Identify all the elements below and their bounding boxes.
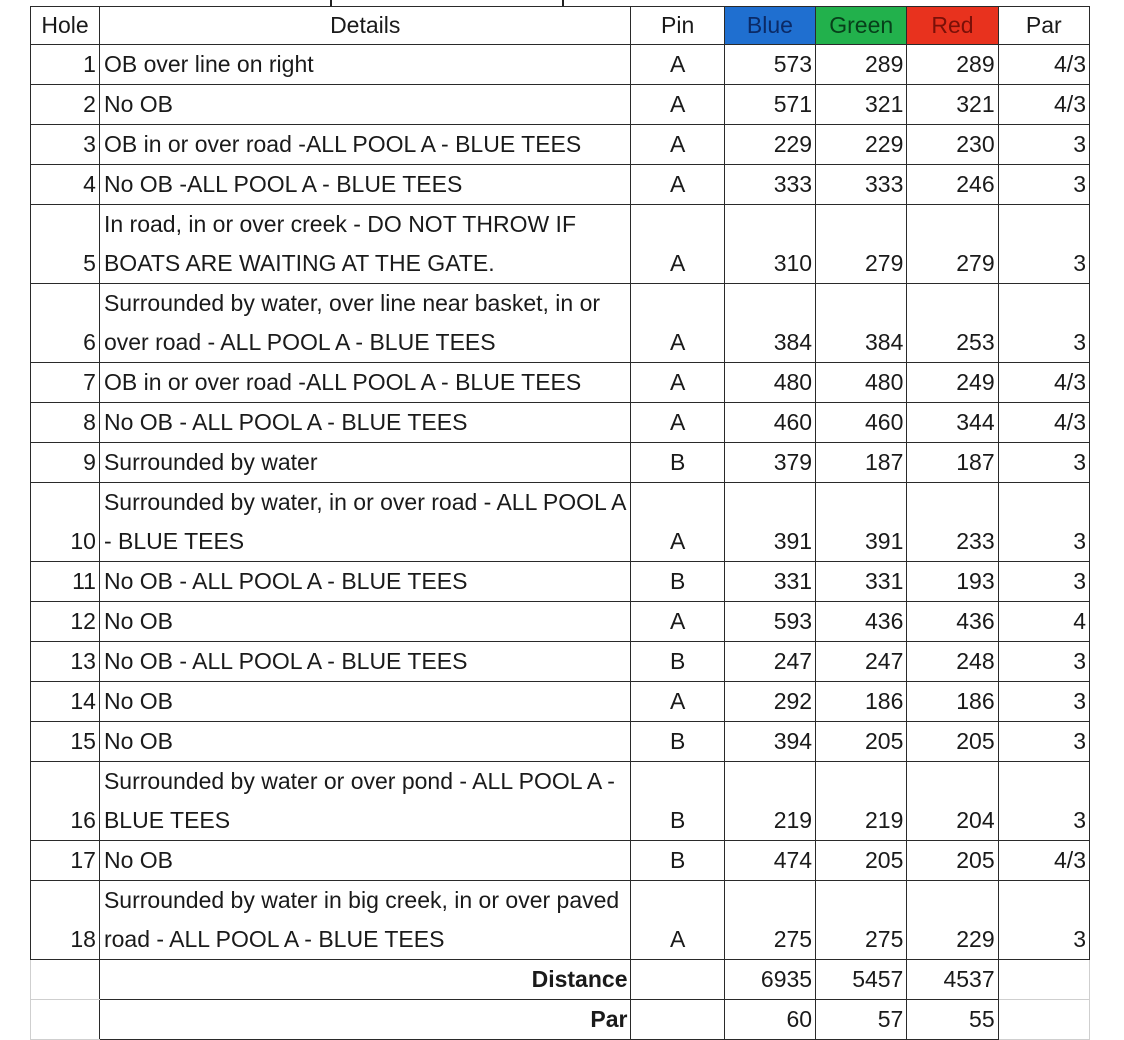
hole-cell: 2 (31, 85, 100, 125)
red-distance-cell: 193 (907, 562, 998, 602)
totals-row (31, 960, 1090, 1000)
details-cell: No OB - ALL POOL A - BLUE TEES (99, 642, 631, 682)
pin-cell: A (631, 602, 724, 642)
green-distance-cell: 279 (816, 205, 907, 284)
pin-cell: A (631, 363, 724, 403)
par-cell: 3 (998, 125, 1089, 165)
blue-total-cell: 6935 (724, 960, 815, 1000)
table-row (31, 602, 1090, 642)
red-distance-cell: 187 (907, 443, 998, 483)
details-cell: No OB -ALL POOL A - BLUE TEES (99, 165, 631, 205)
table-row (31, 881, 1090, 960)
empty-cell (998, 960, 1089, 1000)
hole-cell: 9 (31, 443, 100, 483)
blue-distance-cell: 292 (724, 682, 815, 722)
hole-cell: 3 (31, 125, 100, 165)
blue-distance-cell: 310 (724, 205, 815, 284)
par-cell: 3 (998, 881, 1089, 960)
details-cell: OB in or over road -ALL POOL A - BLUE TEES (99, 125, 631, 165)
par-cell: 3 (998, 443, 1089, 483)
hole-cell: 13 (31, 642, 100, 682)
blue-distance-cell: 331 (724, 562, 815, 602)
hole-cell: 7 (31, 363, 100, 403)
table-row (31, 85, 1090, 125)
table-row (31, 562, 1090, 602)
table-row (31, 443, 1090, 483)
details-cell: No OB (99, 85, 631, 125)
red-distance-cell: 233 (907, 483, 998, 562)
table-row (31, 165, 1090, 205)
red-distance-cell: 205 (907, 722, 998, 762)
blue-distance-cell: 247 (724, 642, 815, 682)
green-distance-cell: 321 (816, 85, 907, 125)
pin-cell: A (631, 85, 724, 125)
header-pin: Pin (631, 7, 724, 45)
red-total-cell: 55 (907, 1000, 998, 1040)
pin-cell: A (631, 483, 724, 562)
green-distance-cell: 391 (816, 483, 907, 562)
par-cell: 4/3 (998, 85, 1089, 125)
header-green: Green (816, 7, 907, 45)
par-cell: 4/3 (998, 45, 1089, 85)
blue-total-cell: 60 (724, 1000, 815, 1040)
green-distance-cell: 186 (816, 682, 907, 722)
course-table (30, 6, 1090, 1040)
pin-cell: A (631, 881, 724, 960)
details-cell: OB in or over road -ALL POOL A - BLUE TEES (99, 363, 631, 403)
table-row (31, 125, 1090, 165)
blue-distance-cell: 480 (724, 363, 815, 403)
blue-distance-cell: 460 (724, 403, 815, 443)
green-total-cell: 5457 (816, 960, 907, 1000)
details-cell: Surrounded by water, in or over road - ALL POOL A - BLUE TEES (99, 483, 631, 562)
green-distance-cell: 205 (816, 841, 907, 881)
blue-distance-cell: 571 (724, 85, 815, 125)
par-cell: 3 (998, 562, 1089, 602)
hole-cell: 5 (31, 205, 100, 284)
header-hole: Hole (31, 7, 100, 45)
details-cell: No OB - ALL POOL A - BLUE TEES (99, 562, 631, 602)
table-row (31, 642, 1090, 682)
pin-cell: A (631, 165, 724, 205)
green-distance-cell: 219 (816, 762, 907, 841)
totals-label: Distance (99, 960, 631, 1000)
pin-cell: B (631, 642, 724, 682)
pin-cell: B (631, 762, 724, 841)
par-cell: 3 (998, 762, 1089, 841)
table-row (31, 45, 1090, 85)
par-cell: 3 (998, 483, 1089, 562)
red-distance-cell: 229 (907, 881, 998, 960)
hole-cell: 12 (31, 602, 100, 642)
hole-cell: 10 (31, 483, 100, 562)
empty-cell (631, 1000, 724, 1040)
par-cell: 3 (998, 722, 1089, 762)
table-row (31, 722, 1090, 762)
pin-cell: A (631, 205, 724, 284)
hole-cell: 1 (31, 45, 100, 85)
red-distance-cell: 230 (907, 125, 998, 165)
details-cell: No OB (99, 841, 631, 881)
par-cell: 3 (998, 284, 1089, 363)
green-distance-cell: 331 (816, 562, 907, 602)
green-total-cell: 57 (816, 1000, 907, 1040)
details-cell: Surrounded by water in big creek, in or over paved road - ALL POOL A - BLUE TEES (99, 881, 631, 960)
blue-distance-cell: 593 (724, 602, 815, 642)
hole-cell: 18 (31, 881, 100, 960)
green-distance-cell: 205 (816, 722, 907, 762)
red-distance-cell: 204 (907, 762, 998, 841)
table-row (31, 403, 1090, 443)
empty-cell (31, 1000, 100, 1040)
hole-cell: 17 (31, 841, 100, 881)
table-row (31, 841, 1090, 881)
blue-distance-cell: 391 (724, 483, 815, 562)
blue-distance-cell: 394 (724, 722, 815, 762)
details-cell: In road, in or over creek - DO NOT THROW IF BOATS ARE WAITING AT THE GATE. (99, 205, 631, 284)
par-cell: 4 (998, 602, 1089, 642)
hole-cell: 15 (31, 722, 100, 762)
green-distance-cell: 436 (816, 602, 907, 642)
details-cell: Surrounded by water (99, 443, 631, 483)
details-cell: OB over line on right (99, 45, 631, 85)
pin-cell: B (631, 562, 724, 602)
totals-label: Par (99, 1000, 631, 1040)
details-cell: Surrounded by water or over pond - ALL POOL A - BLUE TEES (99, 762, 631, 841)
par-cell: 4/3 (998, 363, 1089, 403)
table-row (31, 205, 1090, 284)
details-cell: No OB (99, 682, 631, 722)
blue-distance-cell: 275 (724, 881, 815, 960)
table-body (31, 7, 1090, 1040)
details-cell: No OB (99, 602, 631, 642)
green-distance-cell: 384 (816, 284, 907, 363)
pin-cell: A (631, 125, 724, 165)
red-distance-cell: 253 (907, 284, 998, 363)
red-distance-cell: 248 (907, 642, 998, 682)
pin-cell: B (631, 443, 724, 483)
par-cell: 3 (998, 205, 1089, 284)
hole-cell: 4 (31, 165, 100, 205)
green-distance-cell: 247 (816, 642, 907, 682)
details-cell: No OB (99, 722, 631, 762)
blue-distance-cell: 333 (724, 165, 815, 205)
red-distance-cell: 249 (907, 363, 998, 403)
blue-distance-cell: 219 (724, 762, 815, 841)
green-distance-cell: 333 (816, 165, 907, 205)
hole-cell: 11 (31, 562, 100, 602)
header-blue: Blue (724, 7, 815, 45)
par-cell: 4/3 (998, 841, 1089, 881)
pin-cell: A (631, 284, 724, 363)
green-distance-cell: 187 (816, 443, 907, 483)
pin-cell: A (631, 403, 724, 443)
green-distance-cell: 460 (816, 403, 907, 443)
par-cell: 4/3 (998, 403, 1089, 443)
red-distance-cell: 186 (907, 682, 998, 722)
green-distance-cell: 480 (816, 363, 907, 403)
red-distance-cell: 289 (907, 45, 998, 85)
hole-cell: 8 (31, 403, 100, 443)
hole-cell: 14 (31, 682, 100, 722)
pin-cell: A (631, 45, 724, 85)
red-distance-cell: 279 (907, 205, 998, 284)
table-row (31, 363, 1090, 403)
header-par: Par (998, 7, 1089, 45)
hole-cell: 16 (31, 762, 100, 841)
pin-cell: A (631, 682, 724, 722)
blue-distance-cell: 573 (724, 45, 815, 85)
details-cell: No OB - ALL POOL A - BLUE TEES (99, 403, 631, 443)
pin-cell: B (631, 722, 724, 762)
red-distance-cell: 321 (907, 85, 998, 125)
green-distance-cell: 275 (816, 881, 907, 960)
green-distance-cell: 289 (816, 45, 907, 85)
blue-distance-cell: 379 (724, 443, 815, 483)
table-row (31, 762, 1090, 841)
par-cell: 3 (998, 165, 1089, 205)
header-red: Red (907, 7, 998, 45)
red-distance-cell: 436 (907, 602, 998, 642)
table-row (31, 483, 1090, 562)
empty-cell (31, 960, 100, 1000)
table-row (31, 284, 1090, 363)
totals-row (31, 1000, 1090, 1040)
blue-distance-cell: 229 (724, 125, 815, 165)
par-cell: 3 (998, 682, 1089, 722)
red-total-cell: 4537 (907, 960, 998, 1000)
header-row (31, 7, 1090, 45)
header-details: Details (99, 7, 631, 45)
blue-distance-cell: 474 (724, 841, 815, 881)
pin-cell: B (631, 841, 724, 881)
red-distance-cell: 205 (907, 841, 998, 881)
details-cell: Surrounded by water, over line near basket, in or over road - ALL POOL A - BLUE TEES (99, 284, 631, 363)
empty-cell (631, 960, 724, 1000)
red-distance-cell: 344 (907, 403, 998, 443)
red-distance-cell: 246 (907, 165, 998, 205)
blue-distance-cell: 384 (724, 284, 815, 363)
hole-cell: 6 (31, 284, 100, 363)
empty-cell (998, 1000, 1089, 1040)
par-cell: 3 (998, 642, 1089, 682)
table-row (31, 682, 1090, 722)
green-distance-cell: 229 (816, 125, 907, 165)
